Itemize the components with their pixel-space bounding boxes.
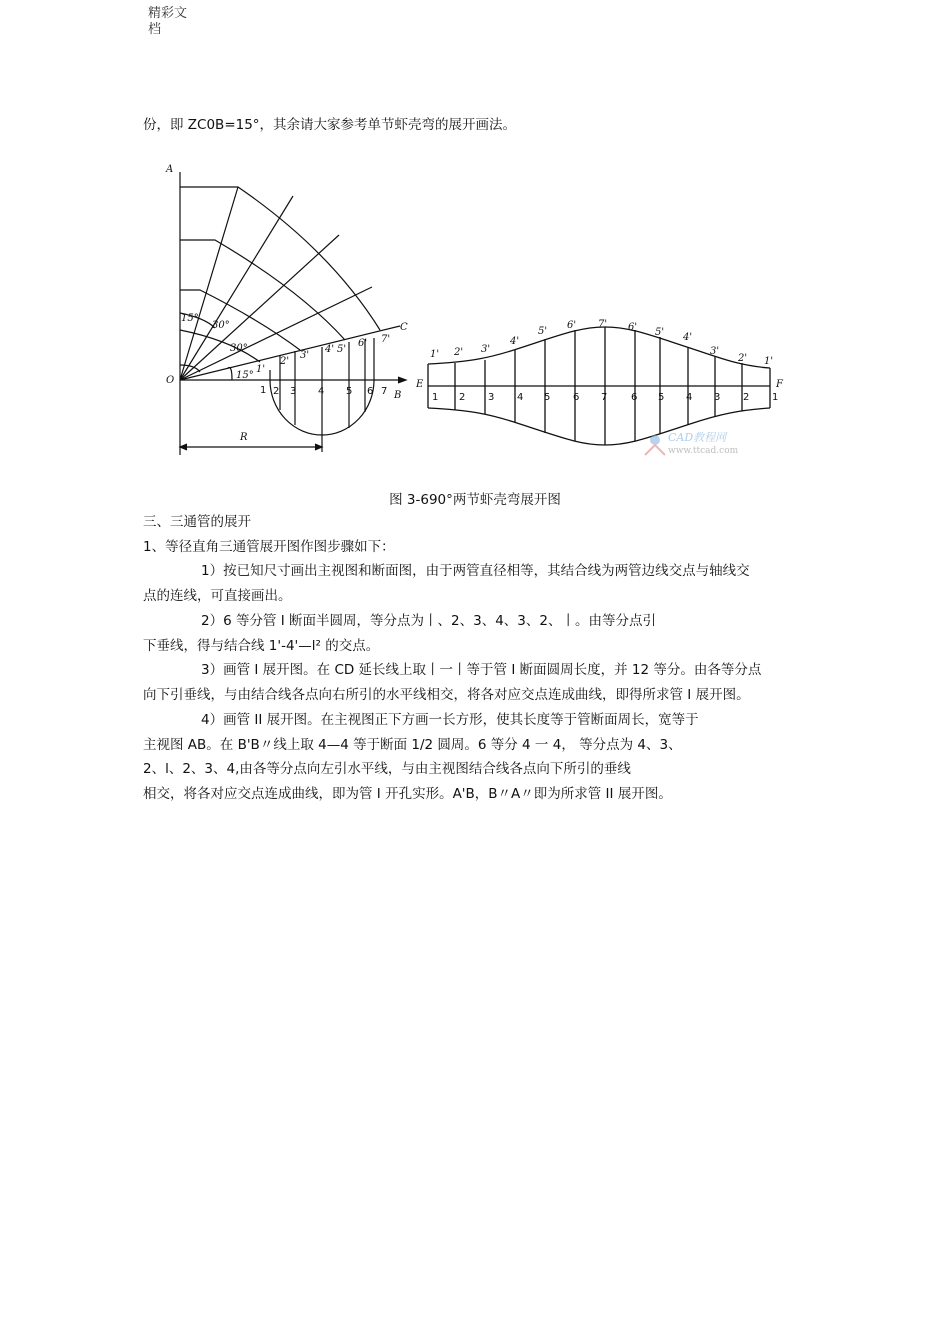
step-1-line-1: 1）按已知尺寸画出主视图和断面图，由于两管直径相等，其结合线为两管边线交点与轴线交 (201, 563, 750, 579)
top-label: 2' (738, 353, 748, 364)
intro-text: 份，即 ZC0B=15°，其余请大家参考单节虾壳弯的展开画法。 (143, 117, 517, 133)
bottom-label: 6 (631, 392, 638, 403)
label-c: C (400, 322, 408, 333)
line-oc (180, 326, 400, 380)
bottom-label: 1 (772, 392, 779, 403)
step-4-line-3: 2、l、2、3、4,由各等分点向左引水平线，与由主视图结合线各点向下所引的垂线 (143, 761, 631, 777)
label-f: F (776, 379, 783, 390)
top-label: 3' (481, 344, 491, 355)
step-3-line-2: 向下引垂线，与由结合线各点向右所引的水平线相交，将各对应交点连成曲线，即得所求管 I 展开图。 (143, 687, 750, 703)
angle-label-1: 15° (181, 313, 199, 324)
angle-label-3: 30° (230, 343, 248, 354)
figure-caption: 图 3-690°两节虾壳弯展开图 (389, 492, 561, 508)
shrimp-elbow-figure (0, 0, 950, 480)
prime-label: 1' (256, 364, 266, 375)
bottom-label: 4 (517, 392, 524, 403)
step-4-line-2: 主视图 AB。在 B'B〃线上取 4—4 等于断面 1/2 圆周。6 等分 4 一 4， 等分点为 4、3、 (143, 737, 682, 753)
watermark-logo-icon (650, 435, 660, 445)
bottom-label: 2 (459, 392, 466, 403)
step-4-line-1: 4）画管 II 展开图。在主视图正下方画一长方形，使其长度等于管断面周长，宽等于 (201, 712, 699, 728)
top-label: 1' (430, 349, 440, 360)
left-drawing (180, 172, 406, 455)
angle-label-4: 15° (236, 370, 254, 381)
prime-label: 5' (337, 344, 347, 355)
label-e: E (416, 379, 424, 390)
division-number: 4 (318, 386, 325, 397)
top-label: 4' (683, 332, 693, 343)
prime-label: 4' (325, 344, 335, 355)
top-label: 6' (567, 320, 577, 331)
division-number: 3 (290, 386, 297, 397)
label-b: B (394, 390, 402, 401)
top-label: 1' (764, 356, 774, 367)
label-o: O (166, 375, 175, 386)
prime-label: 3' (300, 350, 310, 361)
bottom-label: 7 (601, 392, 608, 403)
bottom-label: 5 (658, 392, 665, 403)
bottom-label: 6 (573, 392, 580, 403)
bottom-label: 3 (488, 392, 495, 403)
watermark-logo-text: CAD教程网 (668, 431, 727, 444)
top-label: 5' (538, 326, 548, 337)
division-number: 5 (346, 386, 353, 397)
bottom-label: 3 (714, 392, 721, 403)
header-line-1: 精彩文 (148, 6, 188, 21)
label-r: R (240, 432, 248, 443)
division-number: 1 (260, 385, 267, 396)
angle-label-2: 30° (212, 320, 230, 331)
prime-label: 2' (280, 356, 290, 367)
top-label: 5' (655, 327, 665, 338)
top-label: 7' (598, 319, 608, 330)
bottom-label: 2 (743, 392, 750, 403)
right-drawing (428, 327, 770, 445)
watermark-url: www.ttcad.com (668, 446, 739, 456)
section-title: 三、三通管的展开 (143, 514, 251, 530)
bottom-label: 1 (432, 392, 439, 403)
top-label: 3' (710, 346, 720, 357)
prime-label: 7' (381, 334, 391, 345)
label-a: A (166, 164, 174, 175)
division-number: 7 (381, 386, 388, 397)
step-4-line-4: 相交，将各对应交点连成曲线，即为管 I 开孔实形。A'B，B〃A〃即为所求管 II 展开图。 (143, 786, 672, 802)
division-number: 2 (273, 386, 280, 397)
top-label: 6' (628, 322, 638, 333)
step-2-line-2: 下垂线，得与结合线 1'-4'—l² 的交点。 (143, 638, 380, 654)
top-label: 4' (510, 336, 520, 347)
step-2-line-1: 2）6 等分管 I 断面半圆周，等分点为丨、2、3、4、3、2、丨。由等分点引 (201, 613, 656, 629)
top-label: 2' (454, 347, 464, 358)
subsection-title: 1、等径直角三通管展开图作图步骤如下： (143, 539, 395, 555)
division-number: 6 (367, 386, 374, 397)
bottom-label: 5 (544, 392, 551, 403)
step-3-line-1: 3）画管 I 展开图。在 CD 延长线上取丨一丨等于管 I 断面圆周长度，并 12 等分。由各等分点 (201, 662, 762, 678)
step-1-line-2: 点的连线，可直接画出。 (143, 588, 292, 604)
prime-label: 6' (358, 338, 368, 349)
header-line-2: 档 (148, 22, 162, 37)
bottom-label: 4 (686, 392, 693, 403)
